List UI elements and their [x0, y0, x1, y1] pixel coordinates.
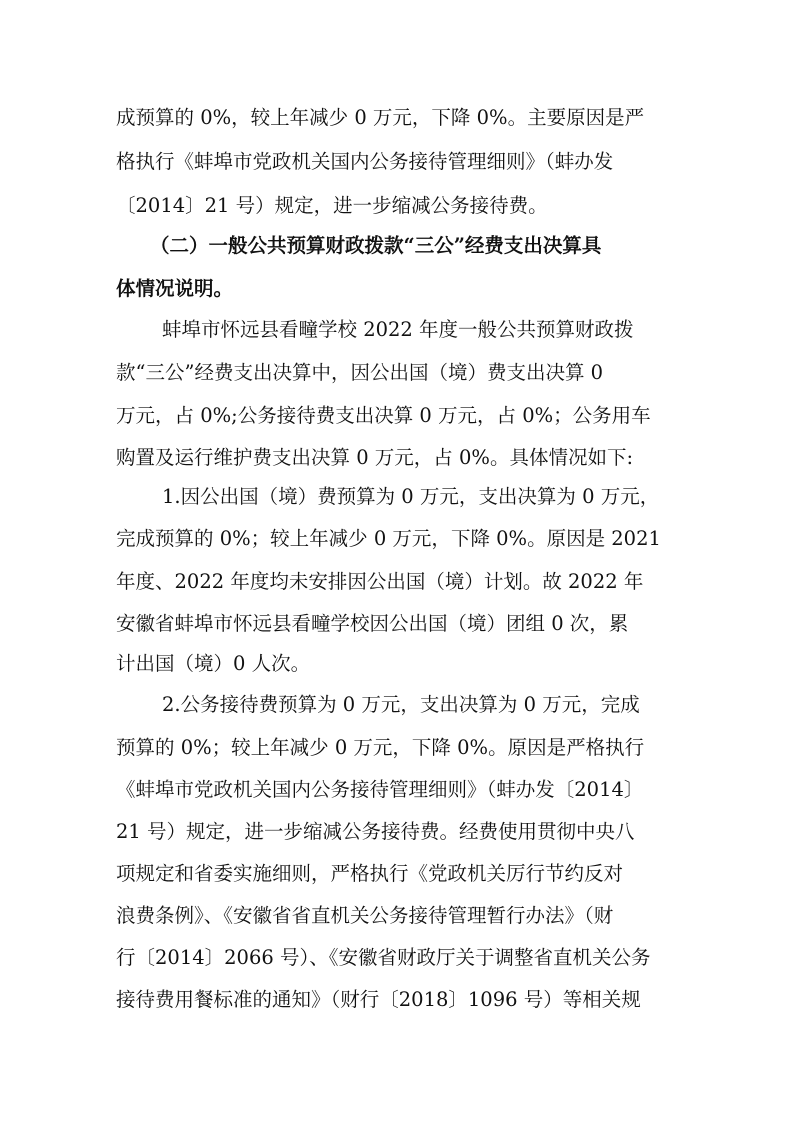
text-line: 〔2014〕21 号）规定，进一步缩减公务接待费。 — [116, 194, 548, 217]
text-line: 浪费条例》、《安徽省省直机关公务接待管理暂行办法》（财 — [116, 904, 614, 927]
text-line: 完成预算的 0%；较上年减少 0 万元，下降 0%。原因是 2021 — [116, 527, 661, 550]
text-line: 格执行《蚌埠市党政机关国内公务接待管理细则》（蚌办发 — [116, 150, 614, 173]
text-line: 接待费用餐标准的通知》（财行〔2018〕1096 号）等相关规 — [116, 988, 641, 1011]
text-line: 行〔2014〕2066 号）、《安徽省财政厅关于调整省直机关公务 — [116, 946, 651, 969]
section-heading-continued: 体情况说明。 — [116, 277, 234, 300]
text-line: 购置及运行维护费支出决算 0 万元，占 0%。具体情况如下: — [116, 446, 634, 469]
text-line: 21 号）规定，进一步缩减公务接待费。经费使用贯彻中央八 — [116, 820, 635, 843]
text-line: 预算的 0%；较上年减少 0 万元，下降 0%。原因是严格执行 — [116, 736, 645, 759]
text-line: 《蚌埠市党政机关国内公务接待管理细则》（蚌办发〔2014〕 — [116, 778, 644, 801]
item-2-text: 2.公务接待费预算为 0 万元，支出决算为 0 万元，完成 — [162, 693, 640, 716]
text-line: 年度、2022 年度均未安排因公出国（境）计划。故 2022 年 — [116, 570, 644, 593]
text-line: 万元，占 0%;公务接待费支出决算 0 万元，占 0%；公务用车 — [116, 404, 651, 427]
text-line: 蚌埠市怀远县看疃学校 2022 年度一般公共预算财政拨 — [162, 318, 634, 341]
text-line: 项规定和省委实施细则，严格执行《党政机关厉行节约反对 — [116, 862, 624, 885]
section-heading: （二）一般公共预算财政拨款“三公”经费支出决算具 — [150, 234, 602, 257]
text-line: 安徽省蚌埠市怀远县看疃学校因公出国（境）团组 0 次，累 — [116, 612, 629, 635]
text-line: 计出国（境）0 人次。 — [116, 652, 311, 675]
item-1-text: 1.因公出国（境）费预算为 0 万元，支出决算为 0 万元， — [162, 485, 660, 508]
text-line: 成预算的 0%，较上年减少 0 万元，下降 0%。主要原因是严 — [116, 106, 645, 129]
text-line: 款“三公”经费支出决算中，因公出国（境）费支出决算 0 — [116, 361, 604, 384]
